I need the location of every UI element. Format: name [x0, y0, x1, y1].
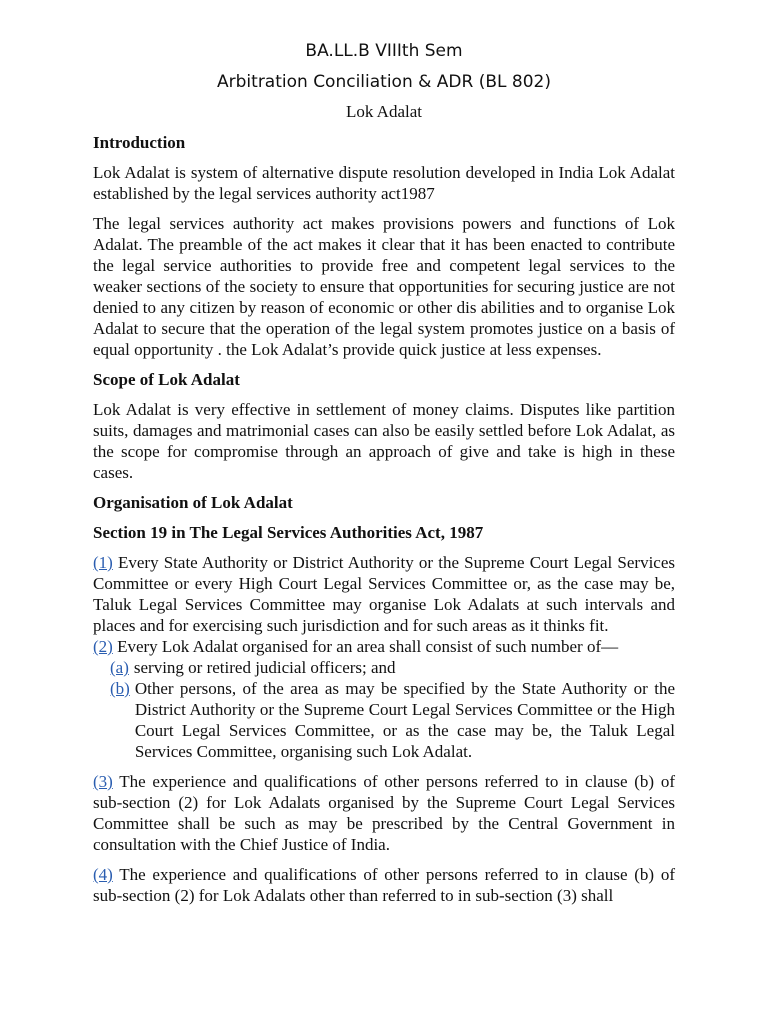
clause-4-text: The experience and qualifications of other persons referred to in clause (b) of sub-section (2) for Lok Adalats other than referred to in sub-section (3) shall: [93, 865, 675, 905]
clause-2a-link[interactable]: (a): [110, 658, 129, 677]
course-title: BA.LL.B VIIIth Sem: [305, 41, 463, 61]
clause-1: [93, 552, 675, 636]
clause-4: [93, 864, 675, 906]
clause-2a-text: serving or retired judicial officers; and: [133, 658, 396, 677]
clause-1-text: Every State Authority or District Authority or the Supreme Court Legal Services Committee or every High Court Legal Services Committee or, as the case may be, Taluk Legal Services Committee may organise Lok Adalats at such intervals and places and for exercising such jurisdiction and for such areas as it thinks fit.: [93, 553, 676, 635]
clause-4-link[interactable]: (4): [93, 865, 113, 884]
clause-2a: [110, 657, 675, 678]
clause-2b-link[interactable]: (b): [110, 679, 130, 698]
clause-2-text: Every Lok Adalat organised for an area shall consist of such number of—: [117, 637, 619, 656]
topic-title: Lok Adalat: [345, 102, 422, 121]
clause-2b-text: Other persons, of the area as may be specified by the State Authority or the District Authority or the Supreme Court Legal Services Committee or the High Court Legal Services Committee, or as the case may be, the Taluk Legal Services Committee, organising such Lok Adalat.: [134, 679, 675, 761]
clause-3-link[interactable]: (3): [93, 772, 113, 791]
clause-2: [93, 636, 675, 657]
introduction-paragraph-1: Lok Adalat is system of alternative dispute resolution developed in India Lok Adalat established by the legal services authority act1987: [93, 163, 675, 203]
clause-2b: [110, 678, 675, 762]
clause-3: [93, 771, 675, 855]
introduction-paragraph-2: The legal services authority act makes provisions powers and functions of Lok Adalat. The preamble of the act makes it clear that it has been enacted to contribute the legal service authorities to provide free and competent legal services to the weaker sections of the society to ensure that opportunities for securing justice are not denied to any citizen by reason of economic or other dis abilities and to organise Lok Adalat to secure that the operation of the legal system promotes justice on a basis of equal opportunity . the Lok Adalat’s provide quick justice at less expenses.: [93, 214, 675, 359]
section-19-heading: Section 19 in The Legal Services Authorities Act, 1987: [93, 523, 484, 542]
organisation-heading: Organisation of Lok Adalat: [93, 493, 293, 512]
clause-3-text: The experience and qualifications of other persons referred to in clause (b) of sub-section (2) for Lok Adalats organised by the Supreme Court Legal Services Committee shall be such as may be prescribed by the Central Government in consultation with the Chief Justice of India.: [93, 772, 675, 854]
introduction-heading: Introduction: [93, 133, 186, 152]
scope-paragraph: Lok Adalat is very effective in settlement of money claims. Disputes like partition suits, damages and matrimonial cases can also be easily settled before Lok Adalat, as the scope for compromise through an approach of give and take is high in these cases.: [93, 400, 675, 482]
clause-1-link[interactable]: (1): [93, 553, 113, 572]
scope-heading: Scope of Lok Adalat: [93, 370, 240, 389]
document-page: [93, 40, 675, 915]
clause-2-link[interactable]: (2): [93, 637, 113, 656]
subject-title: Arbitration Conciliation & ADR (BL 802): [217, 72, 551, 92]
